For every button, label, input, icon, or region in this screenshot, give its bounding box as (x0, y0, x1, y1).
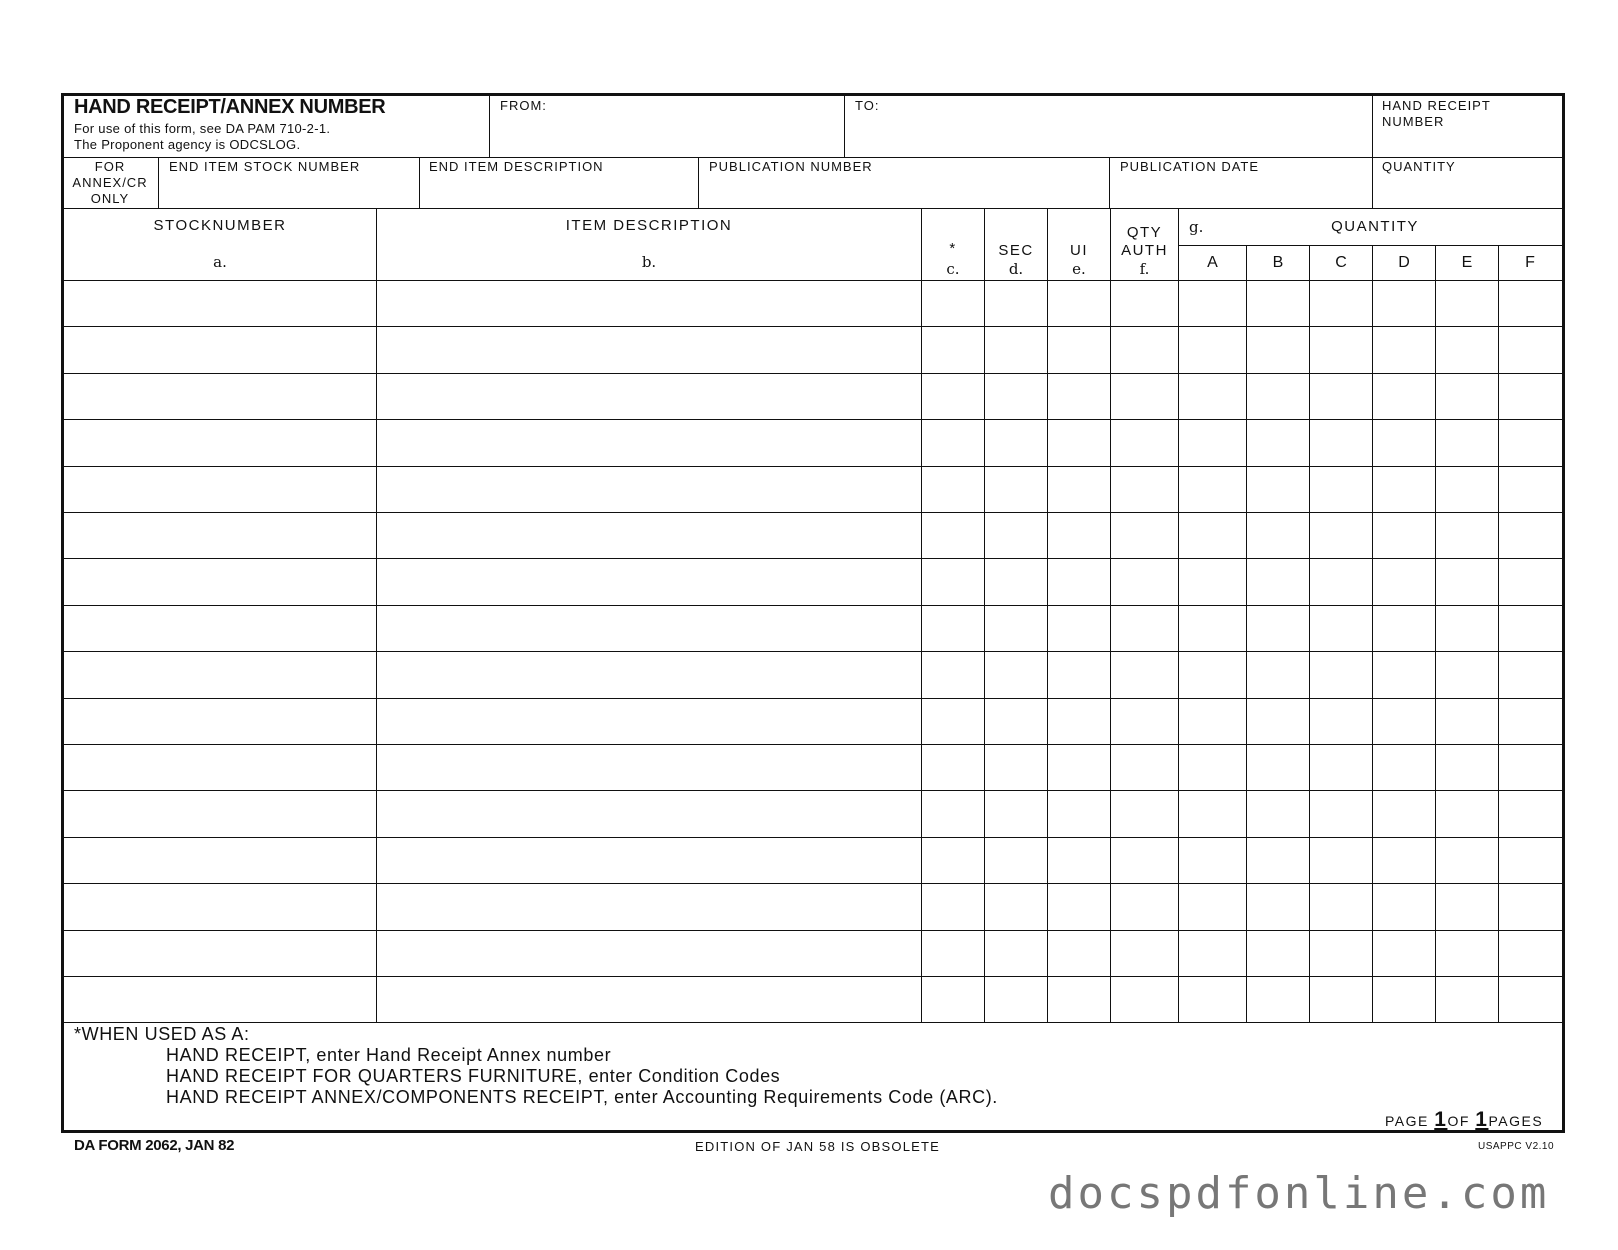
table-cell[interactable] (1437, 839, 1497, 881)
grid-column-line (1498, 245, 1499, 1022)
table-cell[interactable] (1180, 932, 1245, 974)
table-cell[interactable] (1500, 792, 1562, 834)
table-cell[interactable] (1437, 468, 1497, 510)
from-label: FROM: (500, 98, 547, 113)
table-cell[interactable] (1437, 421, 1497, 463)
table-cell[interactable] (1500, 514, 1562, 556)
table-cell[interactable] (1374, 514, 1434, 556)
for-annex-label-2: ANNEX/CR (72, 175, 148, 190)
table-cell[interactable] (1500, 700, 1562, 742)
page-total: 1 (1475, 1108, 1489, 1131)
grid-row-line (63, 976, 1563, 977)
table-cell[interactable] (1311, 746, 1371, 788)
table-cell[interactable] (1112, 282, 1177, 324)
divider (1372, 95, 1373, 158)
table-cell[interactable] (1180, 700, 1245, 742)
table-cell[interactable] (1112, 700, 1177, 742)
grid-row-line (63, 698, 1563, 699)
table-cell[interactable] (1374, 328, 1434, 370)
table-cell[interactable] (1311, 421, 1371, 463)
table-cell[interactable] (65, 700, 375, 742)
table-cell[interactable] (1049, 792, 1109, 834)
table-cell[interactable] (923, 792, 983, 834)
table-cell[interactable] (1374, 421, 1434, 463)
table-cell[interactable] (1311, 653, 1371, 695)
table-cell[interactable] (1500, 653, 1562, 695)
table-cell[interactable] (1437, 328, 1497, 370)
divider (63, 208, 1563, 209)
page-label: PAGE (1385, 1113, 1429, 1129)
table-cell[interactable] (1311, 885, 1371, 927)
table-cell[interactable] (65, 607, 375, 649)
page-current: 1 (1434, 1108, 1448, 1131)
table-cell[interactable] (923, 375, 983, 417)
table-cell[interactable] (986, 700, 1046, 742)
table-cell[interactable] (378, 421, 920, 463)
table-cell[interactable] (1112, 421, 1177, 463)
grid-row-line (63, 280, 1563, 281)
table-cell[interactable] (1112, 839, 1177, 881)
table-cell[interactable] (65, 282, 375, 324)
table-cell[interactable] (1049, 746, 1109, 788)
table-cell[interactable] (1374, 653, 1434, 695)
table-cell[interactable] (1500, 282, 1562, 324)
table-cell[interactable] (1437, 885, 1497, 927)
quantity-col-c: C (1335, 254, 1347, 271)
table-cell[interactable] (1437, 792, 1497, 834)
table-cell[interactable] (1500, 839, 1562, 881)
table-cell[interactable] (1180, 978, 1245, 1020)
table-cell[interactable] (1112, 885, 1177, 927)
table-cell[interactable] (1374, 978, 1434, 1020)
table-cell[interactable] (986, 375, 1046, 417)
table-cell[interactable] (1374, 607, 1434, 649)
item-description-letter: b. (641, 253, 657, 271)
table-cell[interactable] (1437, 653, 1497, 695)
table-cell[interactable] (1311, 700, 1371, 742)
table-cell[interactable] (1248, 885, 1308, 927)
table-cell[interactable] (1049, 328, 1109, 370)
table-cell[interactable] (1049, 421, 1109, 463)
table-cell[interactable] (1248, 375, 1308, 417)
table-cell[interactable] (1248, 978, 1308, 1020)
table-cell[interactable] (1180, 421, 1245, 463)
table-cell[interactable] (923, 282, 983, 324)
table-cell[interactable] (986, 746, 1046, 788)
table-cell[interactable] (1311, 282, 1371, 324)
notes-line-2: HAND RECEIPT FOR QUARTERS FURNITURE, enter Condition Codes (166, 1066, 781, 1086)
table-cell[interactable] (1049, 932, 1109, 974)
table-cell[interactable] (986, 328, 1046, 370)
table-cell[interactable] (65, 560, 375, 602)
table-cell[interactable] (1374, 468, 1434, 510)
table-cell[interactable] (1500, 746, 1562, 788)
table-cell[interactable] (1112, 792, 1177, 834)
grid-row-line (63, 326, 1563, 327)
divider (1109, 157, 1110, 209)
quantity-col-e: E (1461, 254, 1473, 271)
table-cell[interactable] (1049, 468, 1109, 510)
table-cell[interactable] (1248, 700, 1308, 742)
table-cell[interactable] (1374, 700, 1434, 742)
table-cell[interactable] (1049, 885, 1109, 927)
table-cell[interactable] (65, 421, 375, 463)
table-cell[interactable] (1180, 468, 1245, 510)
table-cell[interactable] (986, 792, 1046, 834)
table-cell[interactable] (1049, 514, 1109, 556)
table-cell[interactable] (923, 700, 983, 742)
qty-auth-letter: f. (1139, 260, 1150, 278)
divider (1372, 157, 1373, 209)
table-cell[interactable] (1437, 746, 1497, 788)
table-cell[interactable] (1437, 700, 1497, 742)
table-cell[interactable] (1500, 328, 1562, 370)
table-cell[interactable] (1049, 282, 1109, 324)
table-cell[interactable] (1437, 560, 1497, 602)
table-cell[interactable] (378, 560, 920, 602)
grid-row-line (63, 837, 1563, 838)
table-cell[interactable] (1374, 282, 1434, 324)
table-cell[interactable] (1248, 932, 1308, 974)
table-cell[interactable] (1248, 839, 1308, 881)
table-cell[interactable] (1180, 653, 1245, 695)
table-cell[interactable] (1374, 375, 1434, 417)
grid-row-line (63, 558, 1563, 559)
grid-row-line (63, 744, 1563, 745)
table-cell[interactable] (1180, 792, 1245, 834)
table-cell[interactable] (986, 932, 1046, 974)
table-cell[interactable] (1248, 746, 1308, 788)
table-cell[interactable] (1248, 468, 1308, 510)
grid-column-line (1435, 245, 1436, 1022)
table-cell[interactable] (1437, 932, 1497, 974)
grid-column-line (1372, 245, 1373, 1022)
table-cell[interactable] (378, 328, 920, 370)
quantity-col-f: F (1525, 254, 1535, 271)
table-cell[interactable] (1374, 885, 1434, 927)
table-cell[interactable] (378, 514, 920, 556)
table-cell[interactable] (378, 978, 920, 1020)
table-cell[interactable] (1112, 932, 1177, 974)
table-cell[interactable] (923, 514, 983, 556)
table-cell[interactable] (1311, 468, 1371, 510)
divider (419, 157, 420, 209)
table-cell[interactable] (1049, 839, 1109, 881)
table-cell[interactable] (923, 978, 983, 1020)
table-cell[interactable] (923, 560, 983, 602)
grid-row-line (63, 605, 1563, 606)
table-cell[interactable] (378, 700, 920, 742)
table-cell[interactable] (378, 468, 920, 510)
table-cell[interactable] (923, 932, 983, 974)
table-cell[interactable] (378, 375, 920, 417)
to-label: TO: (855, 98, 880, 113)
table-cell[interactable] (1437, 282, 1497, 324)
table-cell[interactable] (1180, 839, 1245, 881)
table-cell[interactable] (1500, 468, 1562, 510)
table-cell[interactable] (1248, 282, 1308, 324)
table-cell[interactable] (65, 375, 375, 417)
stock-number-header: STOCKNUMBER (153, 217, 287, 234)
table-cell[interactable] (378, 282, 920, 324)
table-cell[interactable] (1500, 932, 1562, 974)
table-cell[interactable] (1374, 560, 1434, 602)
grid-column-line (376, 208, 377, 1022)
grid-column-line (1246, 245, 1247, 1022)
table-cell[interactable] (1112, 653, 1177, 695)
from-field[interactable] (490, 113, 842, 156)
page-of-label: OF (1447, 1113, 1470, 1129)
quantity-col-a: A (1207, 254, 1218, 271)
edition-note: EDITION OF JAN 58 IS OBSOLETE (695, 1139, 941, 1154)
table-cell[interactable] (1049, 375, 1109, 417)
table-cell[interactable] (1180, 560, 1245, 602)
grid-row-line (63, 930, 1563, 931)
hand-receipt-number-label-2: NUMBER (1382, 114, 1445, 129)
table-cell[interactable] (1248, 653, 1308, 695)
end-item-description-label: END ITEM DESCRIPTION (429, 159, 604, 174)
pages-label: PAGES (1488, 1113, 1544, 1129)
grid-row-line (63, 790, 1563, 791)
grid-row-line (63, 466, 1563, 467)
star-letter: c. (946, 260, 960, 278)
grid-row-line (63, 512, 1563, 513)
quantity-col-b: B (1272, 254, 1284, 271)
table-cell[interactable] (923, 607, 983, 649)
table-cell[interactable] (1049, 560, 1109, 602)
table-cell[interactable] (1437, 607, 1497, 649)
table-cell[interactable] (1248, 421, 1308, 463)
divider (63, 157, 1563, 158)
table-cell[interactable] (923, 328, 983, 370)
sec-header: SEC (998, 242, 1034, 259)
table-cell[interactable] (986, 282, 1046, 324)
table-cell[interactable] (1311, 375, 1371, 417)
table-cell[interactable] (1311, 932, 1371, 974)
table-cell[interactable] (1311, 514, 1371, 556)
table-cell[interactable] (1180, 375, 1245, 417)
for-annex-label-3: ONLY (90, 191, 130, 206)
table-cell[interactable] (1500, 375, 1562, 417)
table-cell[interactable] (923, 839, 983, 881)
notes-heading: *WHEN USED AS A: (74, 1024, 250, 1044)
version-code: USAPPC V2.10 (1478, 1141, 1555, 1152)
quantity-col-d: D (1398, 254, 1410, 271)
table-cell[interactable] (1049, 700, 1109, 742)
table-cell[interactable] (1049, 653, 1109, 695)
publication-number-label: PUBLICATION NUMBER (709, 159, 873, 174)
ui-header: UI (1070, 242, 1088, 259)
table-cell[interactable] (65, 932, 375, 974)
table-cell[interactable] (1248, 514, 1308, 556)
table-cell[interactable] (1180, 328, 1245, 370)
table-cell[interactable] (1248, 792, 1308, 834)
table-cell[interactable] (1112, 607, 1177, 649)
table-cell[interactable] (1311, 792, 1371, 834)
table-cell[interactable] (378, 792, 920, 834)
table-cell[interactable] (923, 653, 983, 695)
table-cell[interactable] (1049, 978, 1109, 1020)
grid-row-line (63, 1022, 1563, 1023)
to-field[interactable] (845, 113, 1370, 156)
table-cell[interactable] (923, 746, 983, 788)
table-cell[interactable] (986, 885, 1046, 927)
table-cell[interactable] (1248, 607, 1308, 649)
table-cell[interactable] (1112, 514, 1177, 556)
grid-column-line (1110, 208, 1111, 1022)
table-cell[interactable] (1374, 839, 1434, 881)
table-cell[interactable] (1112, 468, 1177, 510)
item-description-header: ITEM DESCRIPTION (565, 217, 733, 234)
end-item-stock-number-label: END ITEM STOCK NUMBER (169, 159, 361, 174)
table-cell[interactable] (1112, 328, 1177, 370)
table-cell[interactable] (1311, 607, 1371, 649)
table-cell[interactable] (378, 885, 920, 927)
table-cell[interactable] (1180, 885, 1245, 927)
table-cell[interactable] (1500, 978, 1562, 1020)
table-cell[interactable] (1500, 421, 1562, 463)
table-cell[interactable] (1112, 560, 1177, 602)
table-cell[interactable] (378, 746, 920, 788)
grid-row-line (63, 883, 1563, 884)
table-cell[interactable] (986, 607, 1046, 649)
table-cell[interactable] (1248, 560, 1308, 602)
grid-column-line (921, 208, 922, 1022)
publication-date-label: PUBLICATION DATE (1120, 159, 1260, 174)
table-cell[interactable] (1112, 375, 1177, 417)
table-cell[interactable] (986, 978, 1046, 1020)
table-cell[interactable] (986, 560, 1046, 602)
table-cell[interactable] (1437, 375, 1497, 417)
table-cell[interactable] (923, 468, 983, 510)
quantity-group-letter: g. (1189, 218, 1204, 236)
table-cell[interactable] (1311, 328, 1371, 370)
annex-quantity-label: QUANTITY (1382, 159, 1456, 174)
hand-receipt-number-label-1: HAND RECEIPT (1382, 98, 1491, 113)
table-cell[interactable] (378, 653, 920, 695)
sec-letter: d. (1008, 260, 1024, 278)
divider (698, 157, 699, 209)
table-cell[interactable] (65, 328, 375, 370)
grid-column-line (1309, 245, 1310, 1022)
agency-note: The Proponent agency is ODCSLOG. (74, 137, 301, 152)
table-cell[interactable] (1180, 607, 1245, 649)
table-cell[interactable] (1437, 978, 1497, 1020)
table-cell[interactable] (1500, 607, 1562, 649)
grid-row-line (63, 419, 1563, 420)
watermark: docspdfonline.com (1048, 1168, 1550, 1219)
quantity-group-header: QUANTITY (1331, 218, 1419, 235)
table-cell[interactable] (986, 421, 1046, 463)
grid-column-line (1178, 208, 1179, 1022)
table-cell[interactable] (1049, 607, 1109, 649)
table-cell[interactable] (1311, 839, 1371, 881)
table-cell[interactable] (1374, 792, 1434, 834)
table-cell[interactable] (1311, 560, 1371, 602)
table-cell[interactable] (1248, 328, 1308, 370)
table-cell[interactable] (1311, 978, 1371, 1020)
qty-auth-header-2: AUTH (1121, 242, 1168, 259)
grid-column-line (984, 208, 985, 1022)
table-cell[interactable] (65, 514, 375, 556)
divider (1179, 245, 1563, 246)
table-cell[interactable] (986, 468, 1046, 510)
form-id: DA FORM 2062, JAN 82 (74, 1137, 235, 1154)
table-cell[interactable] (1374, 932, 1434, 974)
table-cell[interactable] (1112, 746, 1177, 788)
table-cell[interactable] (1180, 746, 1245, 788)
table-cell[interactable] (1180, 514, 1245, 556)
table-cell[interactable] (65, 839, 375, 881)
table-cell[interactable] (378, 932, 920, 974)
table-cell[interactable] (1180, 282, 1245, 324)
divider (158, 157, 159, 209)
form-title: HAND RECEIPT/ANNEX NUMBER (74, 96, 386, 118)
table-cell[interactable] (65, 653, 375, 695)
table-cell[interactable] (65, 885, 375, 927)
table-cell[interactable] (65, 746, 375, 788)
notes-line-1: HAND RECEIPT, enter Hand Receipt Annex number (166, 1045, 612, 1065)
table-cell[interactable] (986, 653, 1046, 695)
table-cell[interactable] (923, 885, 983, 927)
table-cell[interactable] (923, 421, 983, 463)
table-cell[interactable] (378, 839, 920, 881)
table-cell[interactable] (1112, 978, 1177, 1020)
table-cell[interactable] (378, 607, 920, 649)
table-cell[interactable] (65, 468, 375, 510)
table-cell[interactable] (986, 514, 1046, 556)
qty-auth-header-1: QTY (1126, 224, 1163, 241)
page-indicator (1385, 1108, 1543, 1132)
use-note: For use of this form, see DA PAM 710-2-1. (74, 121, 331, 136)
table-cell[interactable] (65, 978, 375, 1020)
table-cell[interactable] (1437, 514, 1497, 556)
notes-line-3: HAND RECEIPT ANNEX/COMPONENTS RECEIPT, enter Accounting Requirements Code (ARC). (166, 1087, 998, 1107)
for-annex-label-1: FOR (94, 159, 126, 174)
table-cell[interactable] (986, 839, 1046, 881)
ui-letter: e. (1072, 260, 1086, 278)
table-cell[interactable] (1500, 885, 1562, 927)
grid-row-line (63, 651, 1563, 652)
table-cell[interactable] (1374, 746, 1434, 788)
table-cell[interactable] (1500, 560, 1562, 602)
star-header: * (949, 240, 957, 257)
stock-number-letter: a. (213, 253, 227, 271)
table-cell[interactable] (65, 792, 375, 834)
grid-row-line (63, 373, 1563, 374)
grid-column-line (1047, 208, 1048, 1022)
